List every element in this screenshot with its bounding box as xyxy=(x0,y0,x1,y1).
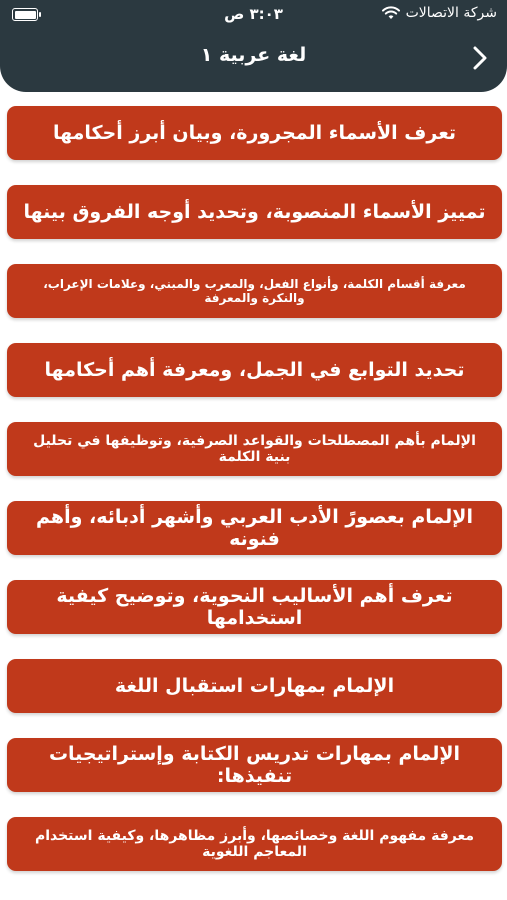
topic-button[interactable] xyxy=(7,343,502,397)
topic-label: تحديد التوابع في الجمل، ومعرفة أهم أحكامها xyxy=(44,359,465,381)
topic-label: الإلمام بمهارات تدريس الكتابة وإستراتيجيات تنفيذها: xyxy=(48,743,461,787)
topic-label: تعرف أهم الأساليب النحوية، وتوضيح كيفية استخدامها xyxy=(56,585,453,629)
battery-level xyxy=(15,11,36,19)
topic-label: تمييز الأسماء المنصوبة، وتحديد أوجه الفروق بينها xyxy=(23,201,486,223)
topic-label: الإلمام بعصورً الأدب العربي وأشهر أدبائه، وأهم فنونه xyxy=(36,506,473,550)
topic-button[interactable] xyxy=(7,580,502,634)
topic-button[interactable] xyxy=(7,738,502,792)
page-title: لغة عربية ١ xyxy=(200,44,307,66)
status-bar xyxy=(0,0,507,30)
topic-button[interactable] xyxy=(7,659,502,713)
topic-label: الإلمام بأهم المصطلحات والقواعد الصرفية، وتوظيفها في تحليل بنية الكلمة xyxy=(33,433,476,465)
topic-button[interactable] xyxy=(7,185,502,239)
topic-button[interactable] xyxy=(7,106,502,160)
topic-button[interactable] xyxy=(7,422,502,476)
topics-list xyxy=(7,106,502,896)
topic-label: الإلمام بمهارات استقبال اللغة xyxy=(114,675,395,697)
topic-label: تعرف الأسماء المجرورة، وبيان أبرز أحكامها xyxy=(52,122,457,144)
topic-label: معرفة مفهوم اللغة وخصائصها، وأبرز مظاهرها، وكيفية استخدام المعاجم اللغوية xyxy=(34,828,475,860)
battery-icon xyxy=(12,8,38,21)
topic-button[interactable] xyxy=(7,264,502,318)
status-time: ٣:٠٣ ص xyxy=(224,5,283,23)
topic-label: معرفة أقسام الكلمة، وأنواع الفعل، والمعرب والمبني، وعلامات الإعراب، والنكرة والمعرفة xyxy=(43,277,466,305)
topic-button[interactable] xyxy=(7,501,502,555)
app-header xyxy=(0,0,507,92)
carrier-label: شركة الاتصالات xyxy=(405,5,497,21)
topic-button[interactable] xyxy=(7,817,502,871)
chevron-right-icon xyxy=(473,46,487,70)
back-button[interactable] xyxy=(469,44,491,72)
